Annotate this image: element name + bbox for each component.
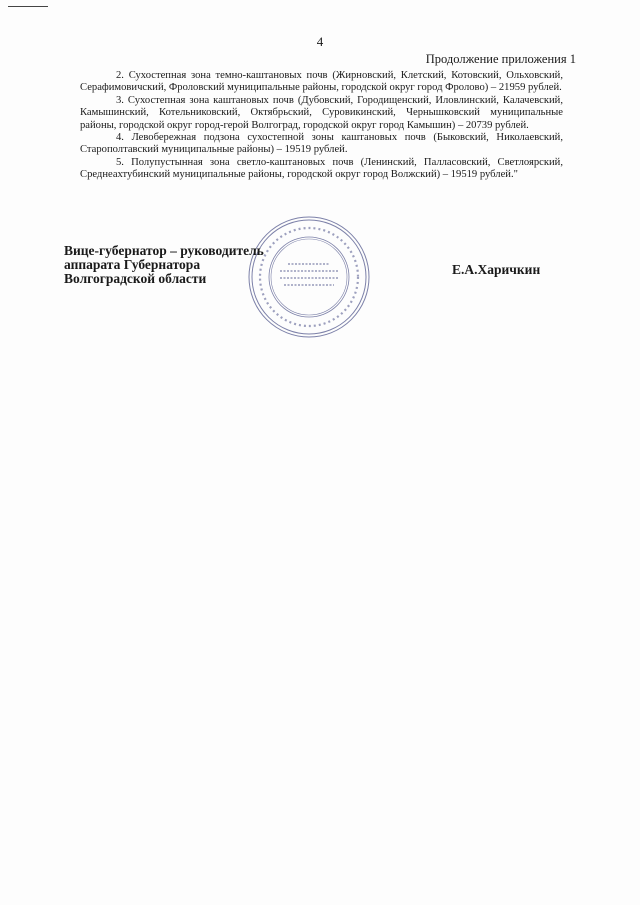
top-rule [8,6,48,7]
signature-block [64,244,264,286]
appendix-continuation-note: Продолжение приложения 1 [425,52,576,66]
paragraph-zone-4: 4. Левобережная подзона сухостепной зоны каштановых почв (Быковский, Николаевский, Старополтавский муниципальные районы) – 19519 рублей. [80,132,563,156]
signer-position-line-1: Вице-губернатор – руководитель [64,243,264,258]
signer-position-line-2: аппарата Губернатора [64,257,201,272]
page-number: 4 [316,34,324,49]
document-body [80,70,563,182]
signer-position-line-3: Волгоградской области [64,271,207,286]
signer-name: Е.А.Харичкин [452,262,541,277]
paragraph-zone-2: 2. Сухостепная зона темно-каштановых почв (Жирновский, Клетский, Котовский, Ольховский, Серафимовичский, Фроловский муниципальные районы, городской округ город Фролово) – 21959 рублей. [80,70,563,94]
paragraph-zone-3: 3. Сухостепная зона каштановых почв (Дубовский, Городищенский, Иловлинский, Калачевский, Камышинский, Котельниковский, Октябрьский, Суровикинский, Чернышковский муниципальные районы, городской округ город-герой Волгоград, городской округ город Камышин) – 20739 рублей. [80,94,563,131]
paragraph-zone-5: 5. Полупустынная зона светло-каштановых почв (Ленинский, Палласовский, Светлоярский, Среднеахтубинский муниципальные районы, городской округ город Волжский) – 19519 рублей." [80,156,563,181]
